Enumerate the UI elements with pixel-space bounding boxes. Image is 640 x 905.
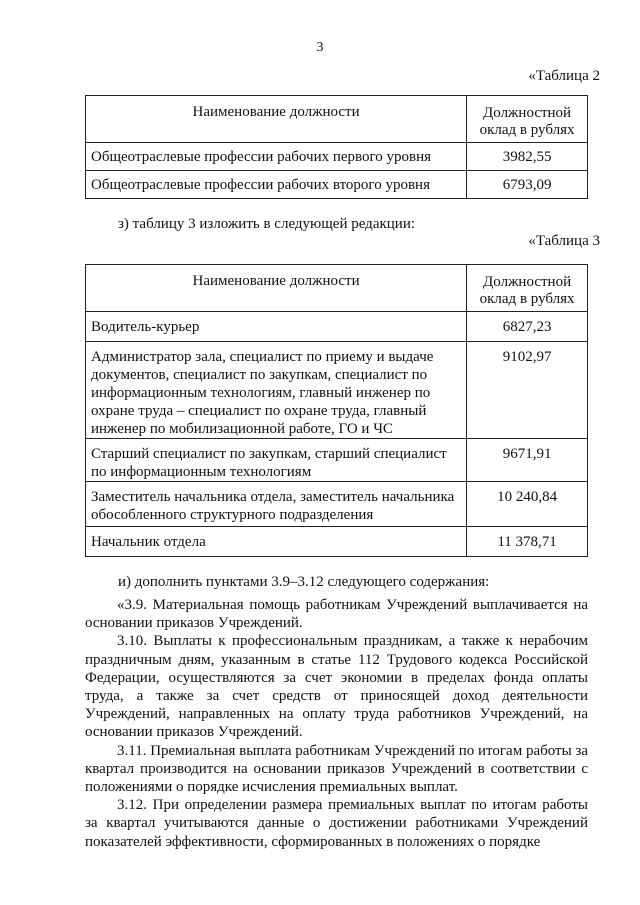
page-number: 3: [316, 40, 324, 55]
salary-value: 9102,97: [467, 342, 588, 439]
paragraph-3-10: 3.10. Выплаты к профессиональным праздникам, а также к нерабочим праздничным дням, указанным в статье 112 Трудового кодекса Российской Федерации, осуществляются за счет экономии в пределах фонда оплаты труда, а также за счет средств от приносящей доход деятельности Учреждений, направленных на оплату труда работников Учреждений, на основании приказов Учреждений.: [85, 633, 588, 741]
header-position-name: Наименование должности: [86, 265, 467, 312]
position-name: Старший специалист по закупкам, старший специалист по информационным технологиям: [86, 439, 467, 482]
position-name: Заместитель начальника отдела, заместитель начальника обособленного структурного подразделения: [86, 482, 467, 527]
position-name: Водитель-курьер: [86, 312, 467, 342]
position-name: Общеотраслевые профессии рабочих второго уровня: [86, 171, 467, 199]
position-name: Начальник отдела: [86, 527, 467, 557]
salary-value: 10 240,84: [467, 482, 588, 527]
paragraph-3-9: «3.9. Материальная помощь работникам Учреждений выплачивается на основании приказов Учреждений.: [85, 597, 588, 632]
document-body: [85, 596, 588, 851]
table-3: [85, 264, 588, 557]
table-3-caption: «Таблица 3: [528, 233, 600, 249]
salary-value: 9671,91: [467, 439, 588, 482]
table-row: [86, 342, 588, 439]
table-2-caption: «Таблица 2: [528, 68, 600, 84]
table-2: [85, 95, 588, 199]
paragraph-3-12: 3.12. При определении размера премиальных выплат по итогам работы за квартал учитываются данные о достижении работниками Учреждений показателей эффективности, сформированных в положениях о порядке: [85, 797, 588, 850]
header-salary: Должностной оклад в рублях: [467, 265, 588, 312]
salary-value: 6827,23: [467, 312, 588, 342]
salary-value: 6793,09: [467, 171, 588, 199]
salary-value: 3982,55: [467, 143, 588, 171]
table-header-row: [86, 265, 588, 312]
table-row: [86, 439, 588, 482]
table-row: [86, 482, 588, 527]
subpoint-i: и) дополнить пунктами 3.9–3.12 следующего содержания:: [118, 574, 490, 590]
header-position-name: Наименование должности: [86, 96, 467, 143]
header-salary: Должностной оклад в рублях: [467, 96, 588, 143]
table-row: [86, 171, 588, 199]
table-row: [86, 527, 588, 557]
table-row: [86, 312, 588, 342]
position-name: Администратор зала, специалист по приему и выдаче документов, специалист по закупкам, специалист по информационным технологиям, главный инженер по охране труда – специалист по охране труда, главный инженер по мобилизационной работе, ГО и ЧС: [86, 342, 467, 439]
subpoint-z: з) таблицу 3 изложить в следующей редакции:: [118, 216, 416, 232]
position-name: Общеотраслевые профессии рабочих первого уровня: [86, 143, 467, 171]
salary-value: 11 378,71: [467, 527, 588, 557]
paragraph-3-11: 3.11. Премиальная выплата работникам Учреждений по итогам работы за квартал производится на основании приказов Учреждений в соответствии с положениями о порядке исчисления премиальных выплат.: [85, 742, 588, 796]
table-row: [86, 143, 588, 171]
table-header-row: [86, 96, 588, 143]
